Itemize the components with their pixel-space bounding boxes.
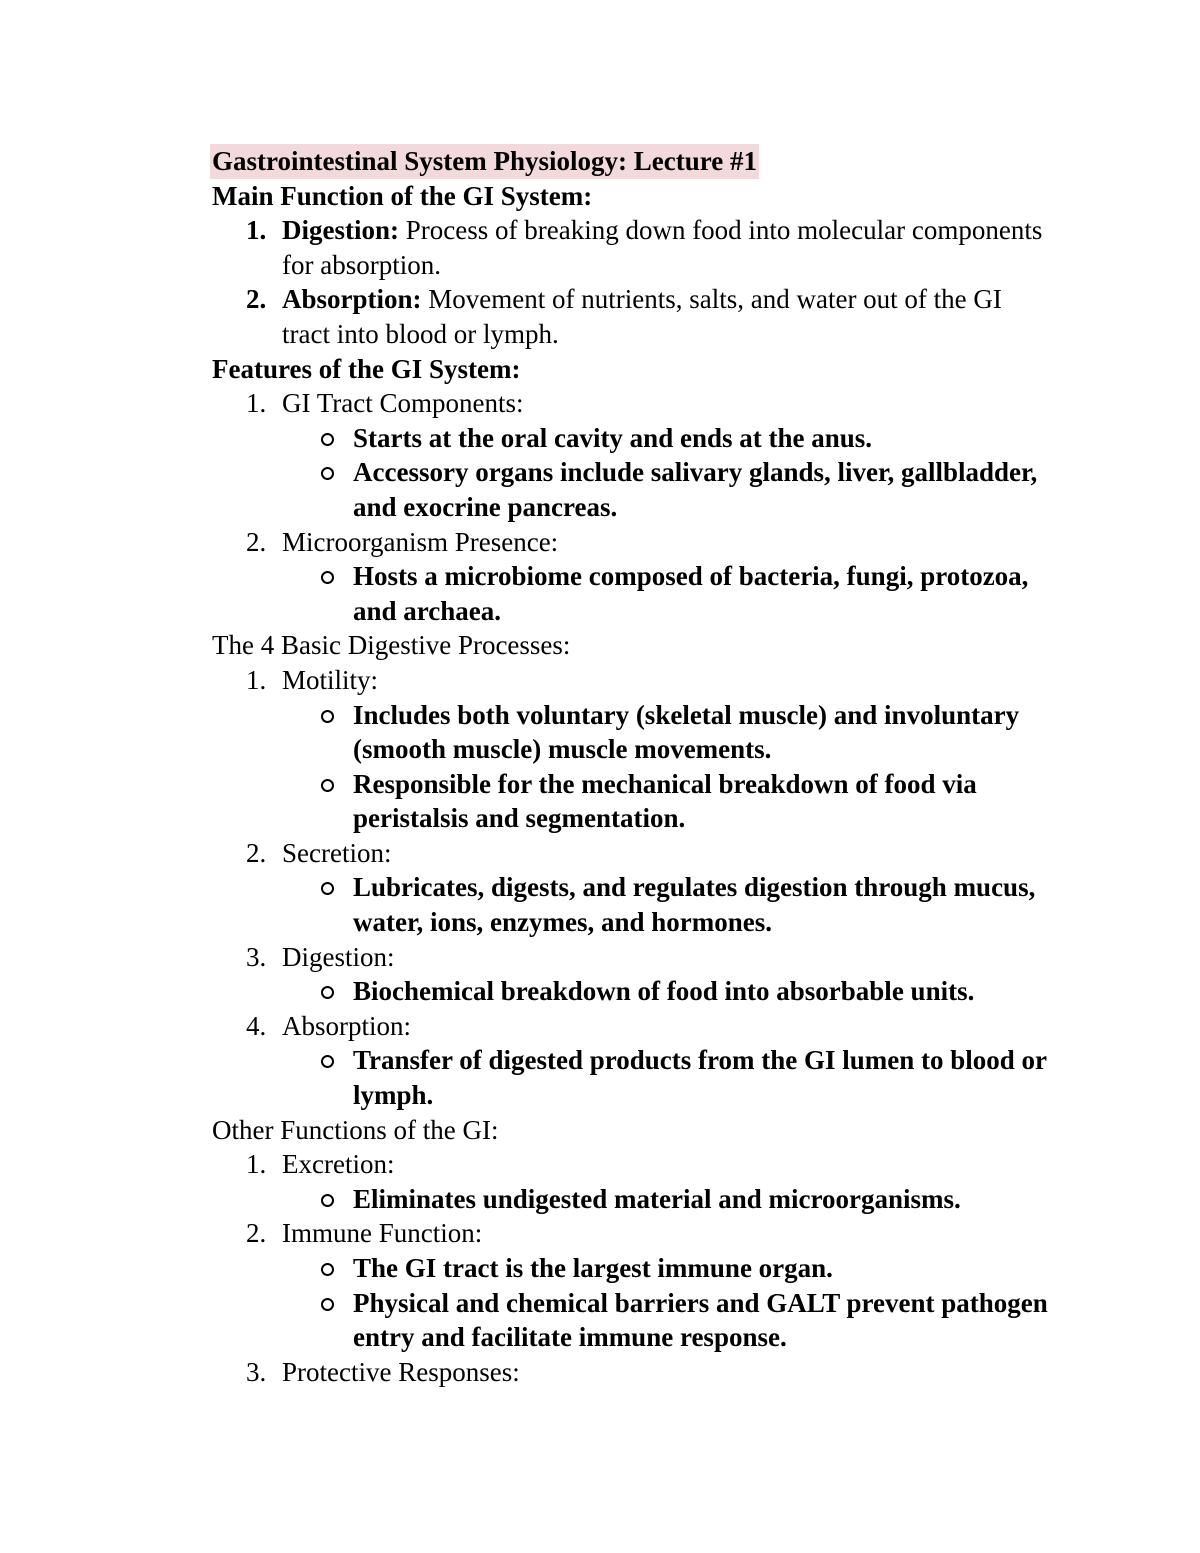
term-definition: Movement of nutrients, salts, and water out of the GI tract into blood or lymph.	[282, 284, 1002, 349]
list-number: 2.	[246, 284, 267, 315]
features-heading: Features of the GI System:	[212, 353, 521, 384]
list-number: 2.	[246, 526, 267, 557]
list-item	[212, 1216, 1052, 1251]
sub-item-text: Lubricates, digests, and regulates digestion through mucus, water, ions, enzymes, and hormones.	[353, 872, 1036, 938]
list-item	[212, 282, 1052, 351]
sub-item-text: The GI tract is the largest immune organ.	[353, 1253, 833, 1283]
hollow-circle-bullet-icon	[321, 986, 334, 999]
hollow-circle-bullet-icon	[321, 882, 334, 895]
hollow-circle-bullet-icon	[321, 710, 334, 723]
list-number: 1.	[246, 388, 267, 419]
other-functions-heading: Other Functions of the GI:	[212, 1114, 499, 1145]
item-label: Motility:	[282, 664, 379, 695]
list-item	[212, 1147, 1052, 1182]
sub-list-item	[212, 421, 1052, 456]
sub-item-text: Eliminates undigested material and microorganisms.	[353, 1183, 961, 1214]
sub-list-item	[212, 698, 1052, 767]
hollow-circle-bullet-icon	[321, 1194, 334, 1207]
sub-item-text: Starts at the oral cavity and ends at the anus.	[353, 422, 873, 453]
list-number: 4.	[246, 1010, 267, 1041]
sub-item-text: Responsible for the mechanical breakdown of food via peristalsis and segmentation.	[353, 768, 977, 834]
hollow-circle-bullet-icon	[321, 1263, 334, 1276]
item-label: Absorption:	[282, 1010, 412, 1041]
main-function-heading: Main Function of the GI System:	[212, 180, 593, 211]
list-item	[212, 663, 1052, 698]
list-number: 1.	[246, 664, 267, 695]
item-label: Immune Function:	[282, 1218, 483, 1249]
hollow-circle-bullet-icon	[321, 433, 334, 446]
hollow-circle-bullet-icon	[321, 1055, 334, 1068]
list-number: 1.	[246, 1149, 267, 1180]
sub-item-text: Transfer of digested products from the GI lumen to blood or lymph.	[353, 1045, 1047, 1111]
hollow-circle-bullet-icon	[321, 1298, 334, 1311]
term-label: Absorption:	[282, 284, 422, 315]
hollow-circle-bullet-icon	[321, 571, 334, 584]
item-label: Excretion:	[282, 1149, 395, 1180]
list-item	[212, 1009, 1052, 1044]
item-label: GI Tract Components:	[282, 388, 524, 419]
sub-item-text: Includes both voluntary (skeletal muscle) and involuntary (smooth muscle) muscle movements.	[353, 699, 1020, 765]
term-definition: Process of breaking down food into molecular components for absorption.	[282, 215, 1043, 280]
sub-list-item	[212, 455, 1052, 524]
processes-heading: The 4 Basic Digestive Processes:	[212, 630, 571, 661]
list-number: 3.	[246, 941, 267, 972]
sub-list-item	[212, 974, 1052, 1009]
list-number: 2.	[246, 837, 267, 868]
hollow-circle-bullet-icon	[321, 467, 334, 480]
list-number: 1.	[246, 215, 267, 246]
document-page	[212, 144, 1052, 1389]
term-label: Digestion:	[282, 215, 399, 246]
list-item	[212, 1355, 1052, 1390]
sub-list-item	[212, 870, 1052, 939]
item-label: Protective Responses:	[282, 1356, 520, 1387]
list-item	[212, 525, 1052, 560]
sub-list-item	[212, 767, 1052, 836]
sub-list-item	[212, 1182, 1052, 1217]
list-item	[212, 386, 1052, 421]
list-item	[212, 213, 1052, 282]
item-label: Secretion:	[282, 837, 392, 868]
sub-item-text: Biochemical breakdown of food into absorbable units.	[353, 976, 975, 1007]
item-label: Microorganism Presence:	[282, 526, 559, 557]
document-title	[212, 144, 1052, 179]
title-highlight: Gastrointestinal System Physiology: Lecture #1	[210, 144, 759, 179]
sub-list-item	[212, 1043, 1052, 1112]
item-label: Digestion:	[282, 941, 395, 972]
list-number: 3.	[246, 1356, 267, 1387]
sub-list-item	[212, 1251, 1052, 1286]
sub-item-text: Accessory organs include salivary glands, liver, gallbladder, and exocrine pancreas.	[353, 457, 1038, 522]
sub-item-text: Physical and chemical barriers and GALT prevent pathogen entry and facilitate immune response.	[353, 1287, 1048, 1353]
list-number: 2.	[246, 1218, 267, 1249]
hollow-circle-bullet-icon	[321, 779, 334, 792]
list-item	[212, 836, 1052, 871]
list-item	[212, 940, 1052, 975]
sub-list-item	[212, 559, 1052, 628]
sub-list-item	[212, 1286, 1052, 1355]
sub-item-text: Hosts a microbiome composed of bacteria, fungi, protozoa, and archaea.	[353, 561, 1029, 626]
